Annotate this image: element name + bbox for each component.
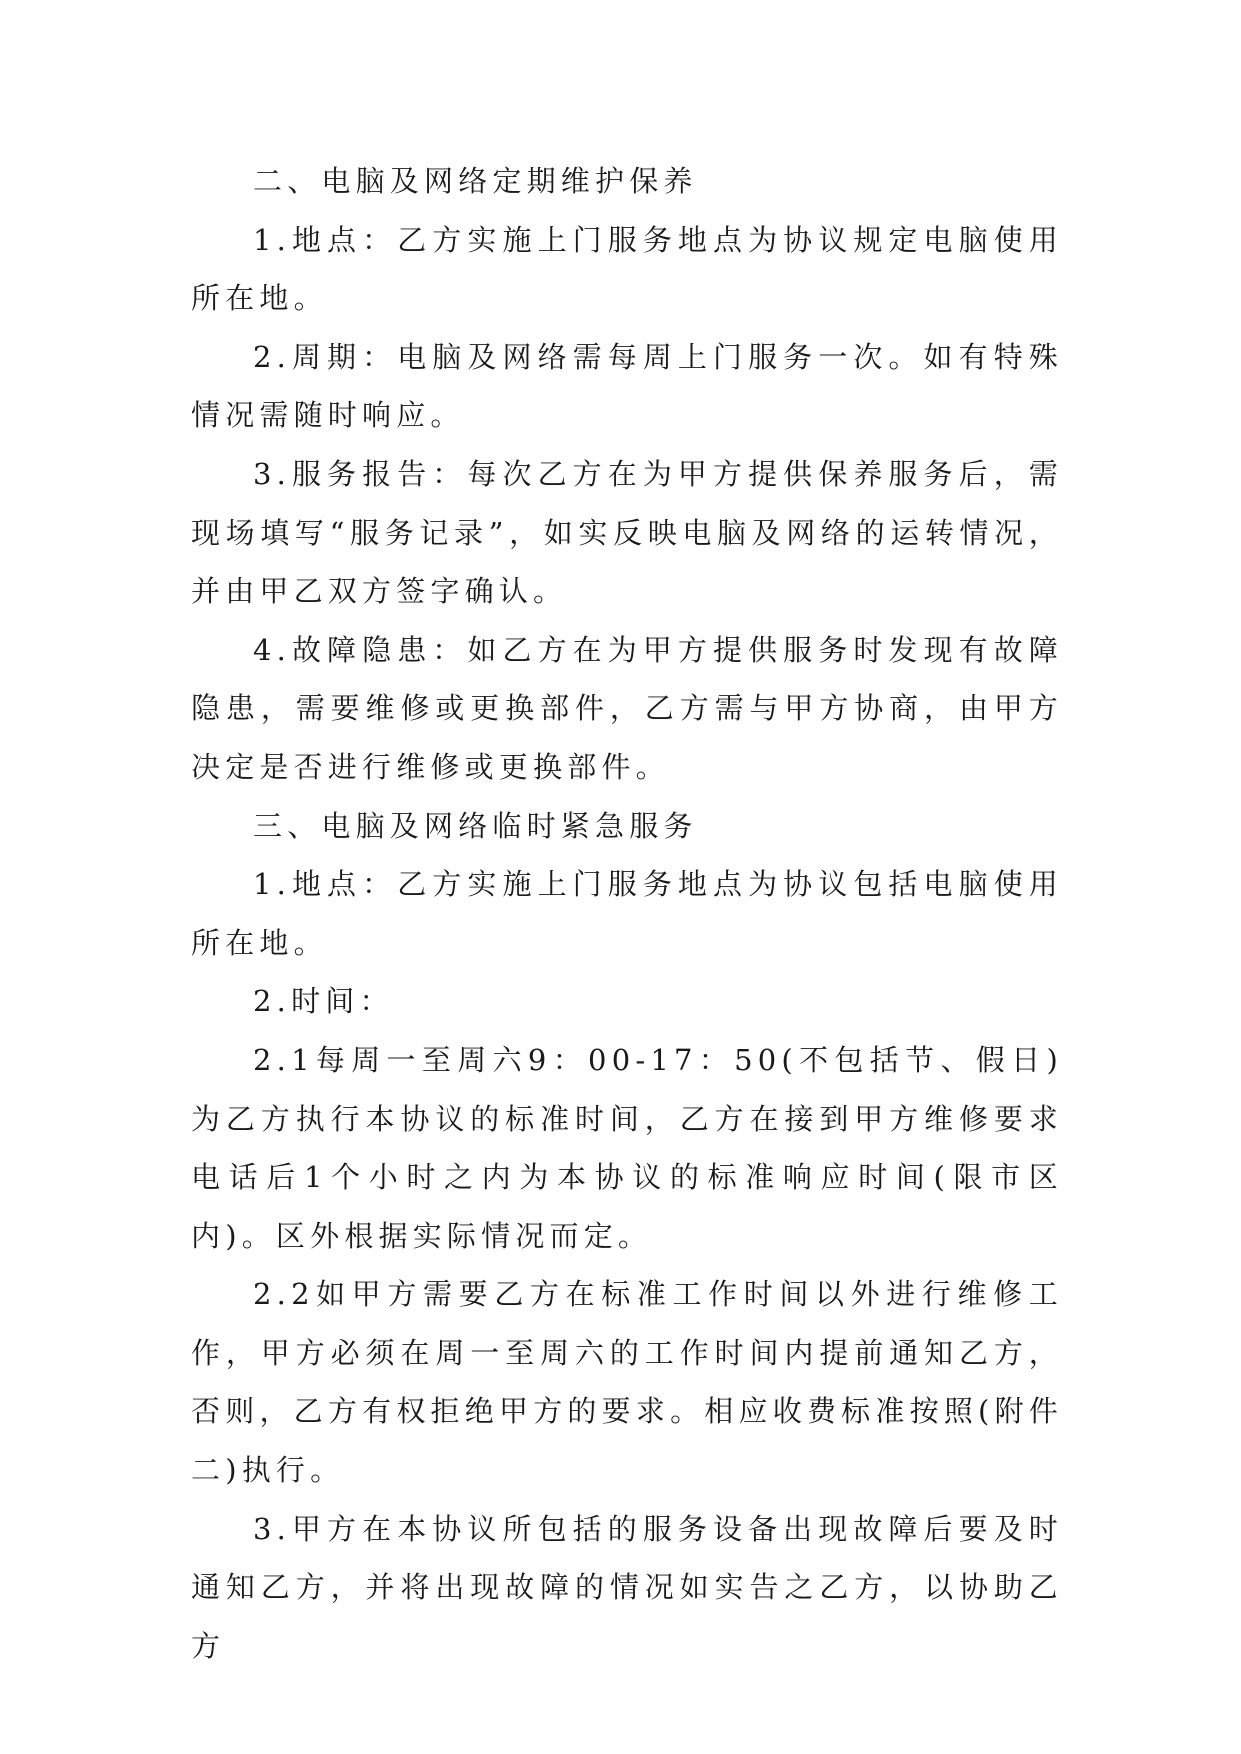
- paragraph-service-report: 3.服务报告：每次乙方在为甲方提供保养服务后，需现场填写“服务记录”，如实反映电脑及网络的运转情况，并由甲乙双方签字确认。: [191, 456, 1063, 609]
- paragraph-time: 2.时间：: [253, 984, 394, 1019]
- paragraph-fault-hazard: 4.故障隐患：如乙方在为甲方提供服务时发现有故障隐患，需要维修或更换部件，乙方需与甲方协商，由甲方决定是否进行维修或更换部件。: [191, 632, 1063, 784]
- document-body: [191, 152, 1063, 1675]
- paragraph-time-2-2: 2.2如甲方需要乙方在标准工作时间以外进行维修工作，甲方必须在周一至周六的工作时间内提前通知乙方，否则，乙方有权拒绝甲方的要求。相应收费标准按照(附件二)执行。: [191, 1277, 1063, 1488]
- paragraph-fault-notice: 3.甲方在本协议所包括的服务设备出现故障后要及时通知乙方，并将出现故障的情况如实告之乙方，以协助乙方: [191, 1511, 1063, 1663]
- paragraph-location: 1.地点：乙方实施上门服务地点为协议规定电脑使用所在地。: [191, 222, 1063, 316]
- section-heading-emergency: 三、电脑及网络临时紧急服务: [253, 808, 698, 843]
- section-heading-maintenance: 二、电脑及网络定期维护保养: [253, 164, 698, 198]
- paragraph-emergency-location: 1.地点：乙方实施上门服务地点为协议包括电脑使用所在地。: [191, 867, 1063, 960]
- paragraph-time-2-1: 2.1每周一至周六9：00-17：50(不包括节、假日)为乙方执行本协议的标准时间，乙方在接到甲方维修要求电话后1个小时之内为本协议的标准响应时间(限市区内)。区外根据实际情况而定。: [191, 1042, 1063, 1253]
- paragraph-period: 2.周期：电脑及网络需每周上门服务一次。如有特殊情况需随时响应。: [191, 339, 1063, 433]
